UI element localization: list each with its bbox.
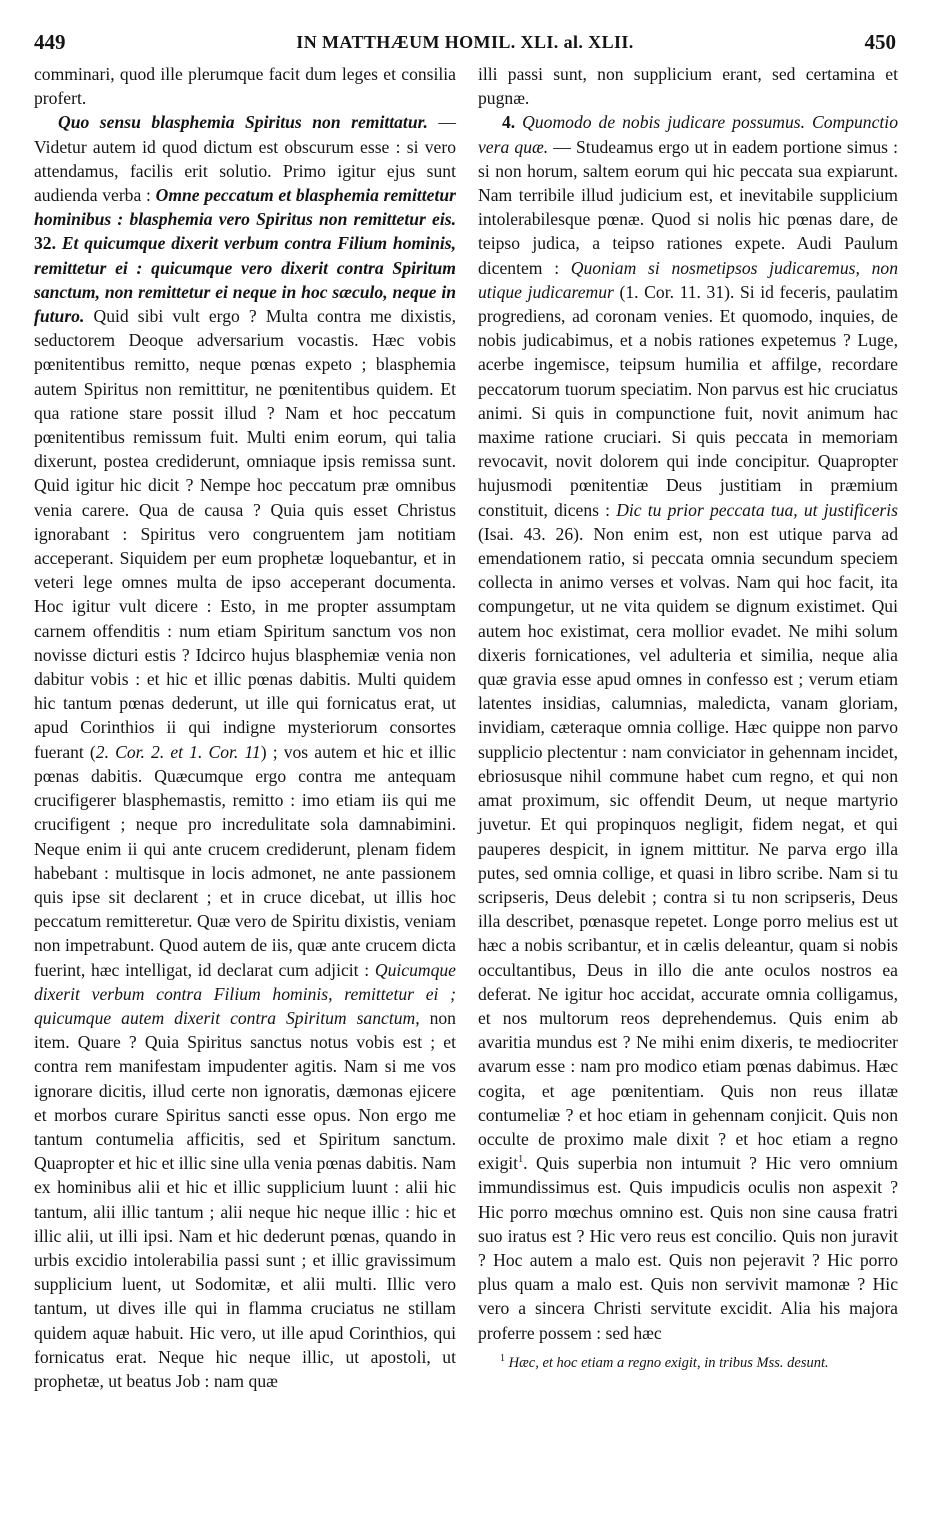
text-run: Videtur autem id quod dictum est obscurum esse : si vero attendamus, facilis erit solutio. Primo igitur ejus sunt audienda verba : <box>34 136 456 206</box>
text-run: ) ; vos autem et hic et illic pœnas dabitis. Quæcumque ergo contra me antequam crucifigerer blasphemastis, remitto : imo etiam iis qui me crucifigent ; neque pro incredulitate sola damnabimini. Neque enim ii qui ante crucem crediderunt, plenam fidem habebant : multisque in locis admonet, ne ante passionem quis ipse sit declarent ; et in cruce dicebat, ut illis hoc peccatum remitteretur. Quæ vero de Spiritu dixistis, veniam non impetrabunt. Quod autem de iis, quæ ante crucem dicta fuerint, hæc intelligat, id declarat cum adjicit : <box>34 741 456 980</box>
left-opening-paragraph: comminari, quod ille plerumque facit dum leges et consilia profert. <box>34 64 456 109</box>
section-heading-judgment: Quomodo de nobis judicare possumus. Compunctio vera quæ. <box>478 112 898 157</box>
footnote-marker: 1 <box>518 1154 524 1166</box>
left-paragraph <box>34 110 456 1393</box>
scripture-reference: (Isai. 43. 26). <box>478 523 584 544</box>
scripture-quote: Dic tu prior peccata tua, ut justificeris <box>616 499 898 520</box>
text-run: Studeamus ergo ut in eadem portione simus : si non horum, saltem eorum qui hic peccata sua expiarunt. Nam terribile illud judicium est, et inevitabile supplicium intolerabilesque pœnæ. Quod si nolis hic pœnas dare, de teipso judica, a teipso rationes expete. Audi Paulum dicentem : <box>478 136 899 278</box>
scripture-reference: (1. Cor. 11. 31). <box>613 281 735 302</box>
verse-number: 32. <box>34 233 62 254</box>
left-column <box>34 62 456 1393</box>
section-heading-blasphemy: Quo sensu blasphemia Spiritus non remittatur. <box>58 112 428 133</box>
scripture-quote: Omne peccatum et blasphemia remittetur hominibus : blasphemia vero Spiritus non remittetur eis. <box>34 185 456 230</box>
page-number-right: 450 <box>864 30 896 54</box>
footnote-number: 1 <box>500 1352 505 1364</box>
scripture-quote: Et quicumque dixerit verbum contra Filium hominis, remittetur ei : quicumque vero dixerit contra Spiritum sanctum, non remittetur ei neque in hoc sæculo, neque in futuro. <box>34 233 456 327</box>
section-number: 4. <box>502 112 523 133</box>
heading-dash: — <box>427 112 457 133</box>
right-paragraph <box>478 110 898 1344</box>
page-header <box>34 30 896 60</box>
footnote-text: Hæc, et hoc etiam a regno exigit, in tribus Mss. desunt. <box>505 1354 829 1371</box>
heading-dash: — <box>548 136 577 157</box>
scripture-quote: Quicumque dixerit verbum contra Filium hominis, remittetur ei ; quicumque autem dixerit contra Spiritum sanctum, <box>34 959 456 1028</box>
scripture-reference: 2. Cor. 2. et 1. Cor. 11 <box>95 741 261 762</box>
text-run: Non enim est, non est utique parva ad emendationem ratio, si peccata omnia secundum speciem collecta in animo verses et volvas. Nam qui hoc facit, ita compungetur, ut ne vita quidem se dignum existimet. Qui autem hoc existimat, cera mollior evadet. Ne mihi solum dixeris fornicationes, vel adulteria et similia, neque alia quæ gravia esse apud omnes in confesso est ; verum etiam latentes insidias, calumnias, maledicta, vanam gloriam, invidiam, cæteraque omnia collige. Hæc quippe non parvo supplicio plectentur : nam conviciator in gehennam incidet, ebriosusque nihil commune habet cum regno, et qui non amat proximum, sic offendit Deum, ut neque martyrio juvetur. Et qui propinquos negligit, fidem negat, et qui pauperes despicit, in ignem mittitur. Ne parva ergo illa putes, sed omnia collige, et quasi in libro scribe. Nam si tu scripseris, Deus delebit ; contra si tu non scripseris, Deus illa describet, pœnasque repetet. Longe porro melius est ut hæc a nobis scribantur, et in cælis deleantur, quam si nobis occultantibus, Deus in illo die ante oculos nostros ea deferat. Ne igitur hoc accidat, accurate omnia colligamus, et nos multorum reos deprehendemus. Quis enim ab avaritia mundus est ? Ne mihi enim dixeris, te mediocriter avarum esse : nam pro modico etiam pœnas dabimus. Hæc cogita, et age pœnitentiam. Quis non reus illatæ contumeliæ ? et hoc etiam in gehennam conjicit. Quis non occulte de proximo male dixit ? et hoc etiam a regno exigit <box>478 523 898 1174</box>
text-run: non item. Quare ? Quia Spiritus sanctus notus vobis est ; et contra rem manifestam impudenter agitis. Nam si me vos ignorare dicitis, illud certe non ignoratis, dæmonas ejicere et morbos curare Spiritus sancti esse opus. Non ergo me tantum contumelia afficitis, sed et Spiritum sanctum. Quapropter et hic et illic sine ulla venia pœnas dabitis. Nam ex hominibus alii et hic et illic supplicium luunt : alii hic tantum, alii illic tantum ; alii neque hic neque illic : hic et illic alii, ut illi ipsi. Nam et hic dederunt pœnas, quando in urbis excidio intolerabilia passi sunt ; et illic gravissimum supplicium luent, ut Sodomitæ, et alii multi. Illic vero tantum, ut dives ille qui in flamma cruciatus ne stillam quidem aquæ habuit. Hic vero, ut ille apud Corinthios, qui fornicatus erat. Neque hic neque illic, ut apostoli, ut prophetæ, ut beatus Job : nam quæ <box>34 1007 456 1391</box>
running-title: IN MATTHÆUM HOMIL. XLI. al. XLII. <box>296 32 634 52</box>
page-number-left: 449 <box>34 30 66 54</box>
footnote <box>478 1353 898 1373</box>
right-opening-paragraph: illi passi sunt, non supplicium erant, sed certamina et pugnæ. <box>478 64 898 109</box>
text-run: Si id feceris, paulatim progrediens, ad coronam venies. Et quomodo, inquies, de nobis judicabimus, et a nobis rationes expetemus ? Luge, acerbe ingemisce, teipsum humilia et affilge, recordare peccatorum tuorum speciatim. Non parvus est hic cruciatus animi. Si quis in compunctione fuit, novit animum hac maxime ratione cruciari. Si quis peccata in memoriam revocavit, novit dolorem qui inde concipitur. Quapropter hujusmodi pœnitentiæ Deus justitiam in præmium constituit, dicens : <box>478 281 899 520</box>
text-run: Quid sibi vult ergo ? Multa contra me dixistis, seductorem Deoque adversarium vocastis. Hæc vobis pœnitentibus remitto, neque pœnas expeto ; blasphemia autem Spiritus non remittitur, ne pœnitentibus quidem. Et qua ratione stare possit illud ? Nam et hoc peccatum pœnitentibus remissum fuit. Multi enim eorum, qui talia dixerunt, postea crediderunt, omniaque ipsis remissa sunt. Quid igitur hic dicit ? Nempe hoc peccatum præ omnibus venia carere. Qua de causa ? Quia quis esset Christus ignorabant : Spiritus vero congruentem jam notitiam acceperant. Siquidem per eum prophetæ loquebantur, et in veteri lege omnes multa de ipso acceperant documenta. Hoc igitur vult dicere : Esto, in me propter assumptam carnem offenditis : num etiam Spiritum sanctum vos non novisse dicturi estis ? Idcirco hujus blasphemiæ venia non dabitur vobis : et hic et illic pœnas dabitis. Multi quidem hic tantum pœnas dederunt, ut ille qui fornicatus erat, ut apud Corinthios ii qui indigne mysteriorum consortes fuerant ( <box>34 306 456 762</box>
right-column <box>478 62 898 1373</box>
scripture-quote: Quoniam si nosmetipsos judicaremus, non utique judicaremur <box>478 257 898 302</box>
text-run: . Quis superbia non intumuit ? Hic vero omnium immundissimus est. Quis impudicis oculis non aspexit ? Hic porro mœchus omnino est. Quis non sine causa fratri suo iratus est ? Hic vero reus est concilio. Quis non juravit ? Hoc autem a malo est. Quis non pejeravit ? Hic porro plus quam a malo est. Quis non servivit mamonæ ? Hic vero a sincera Christi servitute excidit. Alia his majora proferre possem : sed hæc <box>478 1153 898 1343</box>
